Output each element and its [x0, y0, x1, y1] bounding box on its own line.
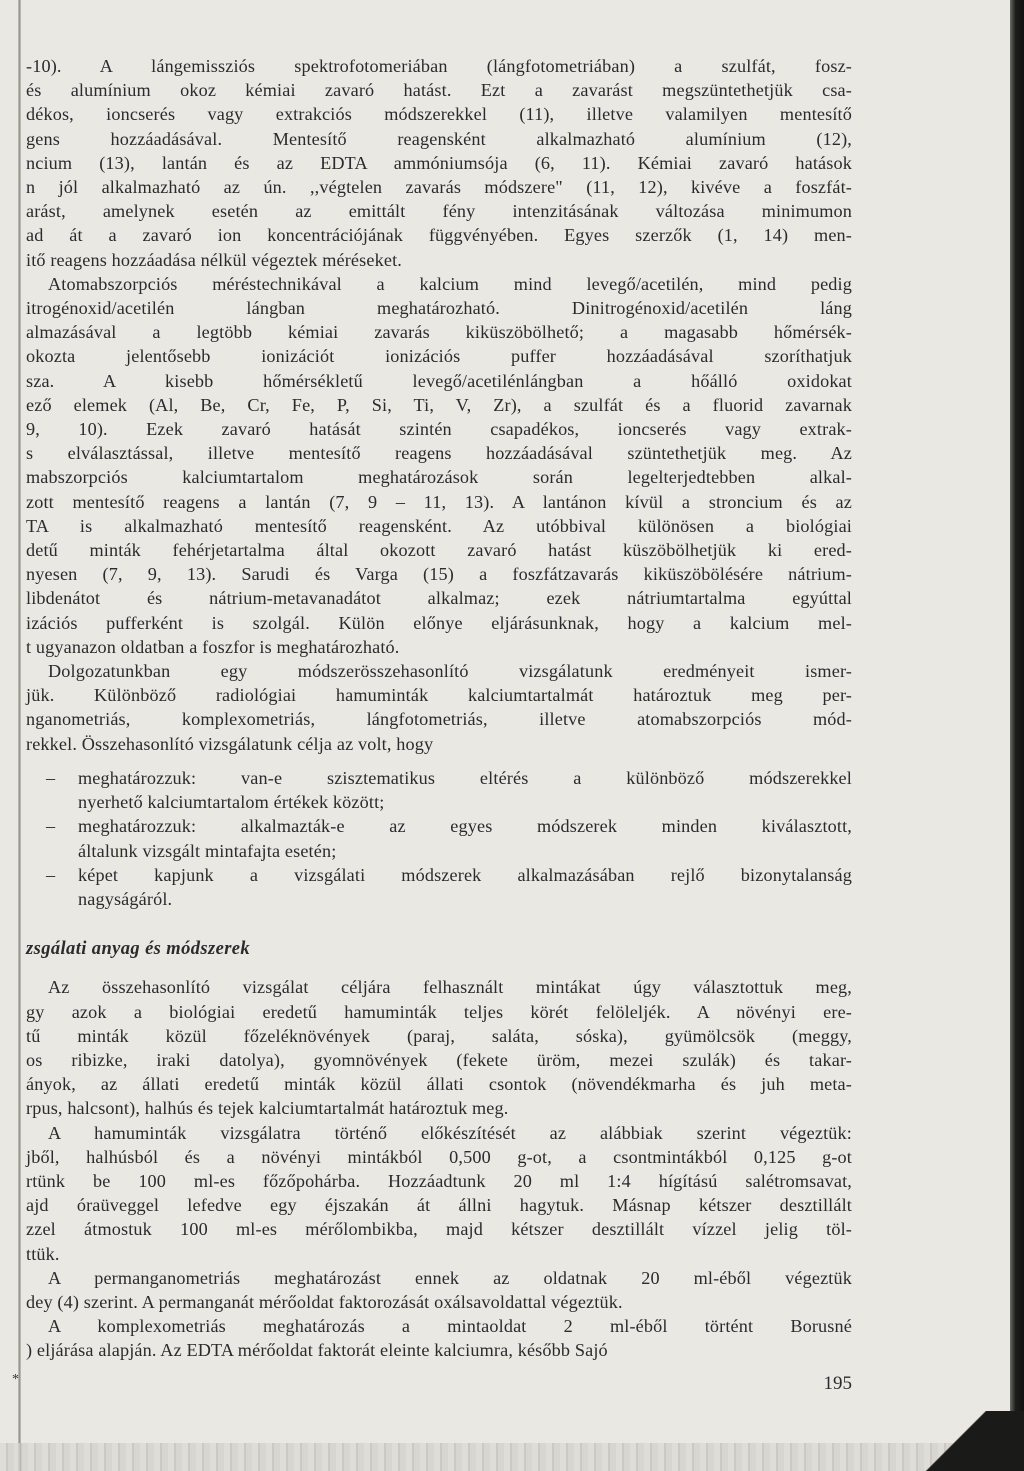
text-line: rekkel. Összehasonlító vizsgálatunk célja az volt, hogy: [26, 733, 434, 754]
text-line: ) eljárása alapján. Az EDTA mérőoldat faktorát eleinte kalciumra, később Sajó: [26, 1340, 608, 1361]
text-line: dey (4) szerint. A permanganát mérőoldat faktorozását oxálsavoldattal végeztük.: [26, 1291, 623, 1312]
text-line: Az összehasonlító vizsgálat céljára felhasznált mintákat úgy választottuk meg,: [48, 977, 852, 998]
text-line: gy azok a biológiai eredetű hamuminták teljes körét felöleljék. A növényi ere-: [26, 1001, 852, 1022]
margin-marker: *: [12, 1372, 19, 1387]
text-line: itrogénoxid/acetilén lángban meghatározható. Dinitrogénoxid/acetilén láng: [26, 298, 852, 319]
text-line: jből, halhúsból és a növényi mintákból 0,500 g-ot, a csontmintákból 0,125 g-ot: [26, 1146, 852, 1167]
text-line: sza. A kisebb hőmérsékletű levegő/acetilénlángban a hőálló oxidokat: [26, 370, 852, 391]
text-line: ncium (13), lantán és az EDTA ammóniumsója (6, 11). Kémiai zavaró hatások: [26, 152, 852, 173]
list-item-line: képet kapjunk a vizsgálati módszerek alkalmazásában rejlő bizonytalanság: [78, 864, 852, 885]
scan-corner-shadow: [904, 1411, 1024, 1471]
text-line: zzel átmostuk 100 ml-es mérőlombikba, majd kétszer desztillált vízzel jelig töl-: [26, 1219, 852, 1240]
list-item: [26, 814, 852, 862]
text-line: és alumínium okoz kémiai zavaró hatást. Ezt a zavarást megszüntethetjük csa-: [26, 80, 852, 101]
text-line: rtünk be 100 ml-es főzőpohárba. Hozzáadtunk 20 ml 1:4 hígítású salétromsavat,: [26, 1170, 852, 1191]
text-line: os ribizke, iraki datolya), gyomnövények (fekete üröm, mezei szulák) és takar-: [26, 1049, 852, 1070]
text-line: ttük.: [26, 1243, 60, 1264]
objectives-list: [26, 766, 852, 911]
page-right-shadow: [1010, 0, 1024, 1471]
text-line: Dolgozatunkban egy módszerösszehasonlító vizsgálatunk eredményeit ismer-: [48, 661, 852, 682]
list-item-line: nagyságáról.: [78, 888, 173, 909]
text-line: s elválasztással, illetve mentesítő reagens hozzáadásával szüntethetjük meg. Az: [26, 443, 852, 464]
page-number: 195: [823, 1373, 852, 1394]
list-item: [26, 863, 852, 911]
text-line: ező elemek (Al, Be, Cr, Fe, P, Si, Ti, V, Zr), a szulfát és a fluorid zavarnak: [26, 394, 852, 415]
scan-bottom-strip: [0, 1443, 1024, 1471]
text-line: t ugyanazon oldatban a foszfor is meghatározható.: [26, 636, 400, 657]
text-line: A hamuminták vizsgálatra történő előkészítését az alábbiak szerint végeztük:: [48, 1122, 852, 1143]
section-heading: zsgálati anyag és módszerek: [26, 939, 251, 960]
text-line: izációs pufferként is szolgál. Külön előnye eljárásunknak, hogy a kalcium mel-: [26, 612, 852, 633]
text-line: n jól alkalmazható az ún. ,,végtelen zavarás módszere" (11, 12), kivéve a foszfát-: [26, 177, 852, 198]
text-line: nganometriás, komplexometriás, lángfotometriás, illetve atomabszorpciós mód-: [26, 709, 852, 730]
list-item-line: meghatározzuk: van-e szisztematikus eltérés a különböző módszerekkel: [78, 767, 852, 788]
text-line: A permanganometriás meghatározást ennek az oldatnak 20 ml-éből végeztük: [48, 1267, 852, 1288]
text-line: libdenátot és nátrium-metavanadátot alkalmaz; ezek nátriumtartalma egyúttal: [26, 588, 852, 609]
text-line: tű minták közül főzeléknövények (paraj, saláta, sóska), gyümölcsök (meggy,: [26, 1025, 852, 1046]
list-item-line: általunk vizsgált mintafajta esetén;: [78, 840, 337, 861]
text-line: rpus, halcsont), halhús és tejek kalciumtartalmát határoztuk meg.: [26, 1098, 509, 1119]
text-line: detű minták fehérjetartalma által okozott zavaró hatást küszöbölhetjük ki ered-: [26, 540, 852, 561]
paragraph-f: [26, 1266, 852, 1314]
text-line: dékos, ioncserés vagy extrakciós módszerekkel (11), illetve valamilyen mentesítő: [26, 104, 852, 125]
text-line: ad át a zavaró ion koncentrációjának függvényében. Egyes szerzők (1, 14) men-: [26, 225, 852, 246]
text-line: ajd óraüveggel lefedve egy éjszakán át állni hagytuk. Másnap kétszer desztillált: [26, 1195, 852, 1216]
page-body: [26, 54, 852, 1363]
text-line: 9, 10). Ezek zavaró hatását szintén csapadékos, ioncserés vagy extrak-: [26, 419, 852, 440]
paragraph-c: [26, 659, 852, 756]
text-line: TA is alkalmazható mentesítő reagensként. Az utóbbival különösen a biológiai: [26, 515, 852, 536]
list-item: [26, 766, 852, 814]
paragraph-a: [26, 54, 852, 272]
list-dash: –: [46, 767, 56, 788]
paragraph-e: [26, 1121, 852, 1266]
list-dash: –: [46, 864, 56, 885]
text-line: Atomabszorpciós méréstechnikával a kalcium mind levegő/acetilén, mind pedig: [48, 273, 852, 294]
text-line: okozta jelentősebb ionizációt ionizációs puffer hozzáadásával szoríthatjuk: [26, 346, 852, 367]
list-dash: –: [46, 816, 56, 837]
text-line: gens hozzáadásával. Mentesítő reagensként alkalmazható alumínium (12),: [26, 128, 852, 149]
page-binding-edge: [18, 0, 21, 1471]
text-line: jük. Különböző radiológiai hamuminták kalciumtartalmát határoztuk meg per-: [26, 685, 852, 706]
paragraph-d: [26, 975, 852, 1120]
text-line: mabszorpciós kalciumtartalom meghatározások során legelterjedtebben alkal-: [26, 467, 852, 488]
text-line: almazásával a legtöbb kémiai zavarás kiküszöbölhető; a magasabb hőmérsék-: [26, 322, 852, 343]
paragraph-g: [26, 1314, 852, 1362]
text-line: nyesen (7, 9, 13). Sarudi és Varga (15) a foszfátzavarás kiküszöbölésére nátrium-: [26, 564, 852, 585]
text-line: ányok, az állati eredetű minták közül állati csontok (növendékmarha és juh meta-: [26, 1074, 852, 1095]
text-line: A komplexometriás meghatározás a mintaoldat 2 ml-éből történt Borusné: [48, 1316, 852, 1337]
text-line: itő reagens hozzáadása nélkül végeztek méréseket.: [26, 249, 402, 270]
text-line: zott mentesítő reagens a lantán (7, 9 – 11, 13). A lantánon kívül a stroncium és az: [26, 491, 852, 512]
text-line: -10). A lángemissziós spektrofotomeriában (lángfotometriában) a szulfát, fosz-: [26, 56, 852, 76]
paragraph-b: [26, 272, 852, 659]
text-line: arást, amelynek esetén az emittált fény intenzitásának változása minimumon: [26, 201, 852, 222]
list-item-line: nyerhető kalciumtartalom értékek között;: [78, 792, 385, 813]
list-item-line: meghatározzuk: alkalmazták-e az egyes módszerek minden kiválasztott,: [78, 816, 852, 837]
